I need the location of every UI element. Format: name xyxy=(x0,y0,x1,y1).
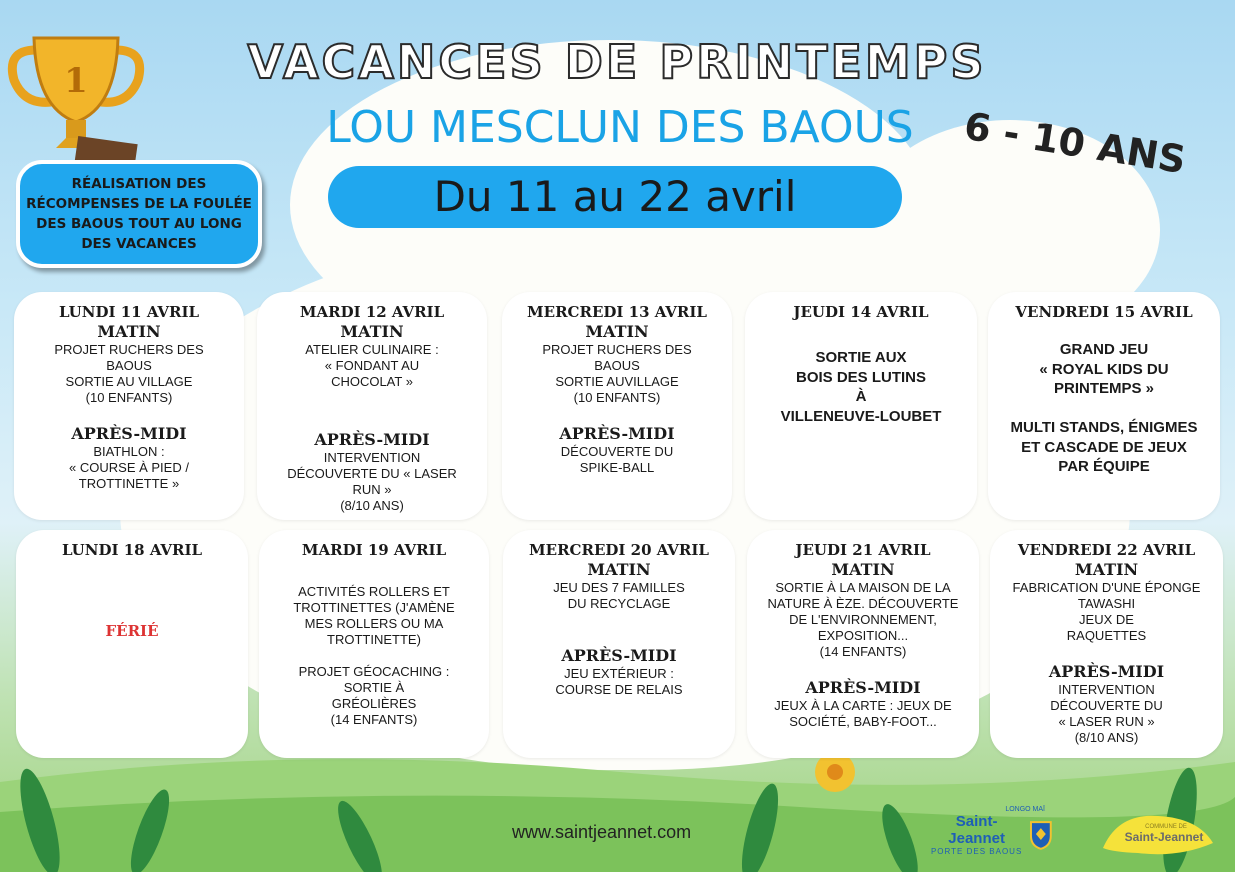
day-title: MERCREDI 20 AVRIL xyxy=(529,541,709,559)
day-title: VENDREDI 22 AVRIL xyxy=(1017,541,1196,559)
svg-text:COMMUNE DE: COMMUNE DE xyxy=(1145,824,1187,830)
page-subtitle: LOU MESCLUN DES BAOUS xyxy=(326,102,914,153)
page-title: VACANCES DE PRINTEMPS xyxy=(247,35,987,89)
day-card-lundi-18 xyxy=(16,530,248,758)
apres-midi-label: APRÈS-MIDI xyxy=(805,678,921,697)
apres-midi-label: APRÈS-MIDI xyxy=(559,424,675,443)
day-card-jeudi-21 xyxy=(747,530,979,758)
day-card-mardi-12 xyxy=(257,292,487,520)
date-range-banner: Du 11 au 22 avril xyxy=(328,166,902,228)
logo-tagline: PORTE DES BAOUS xyxy=(930,847,1023,856)
matin-activity: FABRICATION D'UNE ÉPONGE TAWASHI JEUX DE RAQUETTES xyxy=(1012,580,1201,643)
matin-activity: JEU DES 7 FAMILLES DU RECYCLAGE xyxy=(553,580,685,611)
day-title: JEUDI 14 AVRIL xyxy=(793,303,929,321)
age-range: 6 - 10 ANS xyxy=(961,103,1189,183)
day-title: MARDI 12 AVRIL xyxy=(299,303,445,321)
apres-midi-activity: JEU EXTÉRIEUR : COURSE DE RELAIS xyxy=(555,666,683,697)
apres-midi-activity: DÉCOUVERTE DU SPIKE-BALL xyxy=(560,444,674,475)
day-card-vendredi-15 xyxy=(988,292,1220,520)
day-title: MARDI 19 AVRIL xyxy=(301,541,447,559)
day-card-jeudi-14 xyxy=(745,292,977,520)
trophy-icon xyxy=(6,30,146,170)
matin-activity: ACTIVITÉS ROLLERS ET TROTTINETTES (J'AMÈNE MES ROLLERS OU MA TROTTINETTE) xyxy=(293,584,455,647)
matin-activity: PROJET RUCHERS DES BAOUS SORTIE AU VILLAGE (10 ENFANTS) xyxy=(54,342,204,405)
day-title: LUNDI 18 AVRIL xyxy=(61,541,203,559)
day-activity: SORTIE AUX BOIS DES LUTINS À VILLENEUVE-LOUBET xyxy=(780,349,942,425)
matin-label: MATIN xyxy=(340,322,404,341)
ferie-label: FÉRIÉ xyxy=(105,622,159,640)
matin-label: MATIN xyxy=(97,322,161,341)
apres-midi-activity: JEUX À LA CARTE : JEUX DE SOCIÉTÉ, BABY-FOOT... xyxy=(774,698,952,729)
day-title: VENDREDI 15 AVRIL xyxy=(1015,303,1193,321)
matin-label: MATIN xyxy=(831,560,895,579)
award-note: RÉALISATION DES RÉCOMPENSES DE LA FOULÉE DES BAOUS TOUT AU LONG DES VACANCES xyxy=(16,160,262,268)
apres-midi-activity: BIATHLON : « COURSE À PIED / TROTTINETTE » xyxy=(69,444,189,491)
saint-jeannet-logo xyxy=(928,806,1053,856)
matin-activity: ATELIER CULINAIRE : « FONDANT AU CHOCOLAT » xyxy=(305,342,439,389)
day-title: JEUDI 21 AVRIL xyxy=(795,541,931,559)
apres-midi-activity: INTERVENTION DÉCOUVERTE DU « LASER RUN » (8/10 ANS) xyxy=(1050,682,1163,745)
day-card-vendredi-22 xyxy=(990,530,1223,758)
matin-label: MATIN xyxy=(585,322,649,341)
day-title: LUNDI 11 AVRIL xyxy=(58,303,200,321)
day-activity: GRAND JEU « ROYAL KIDS DU PRINTEMPS » MULTI STANDS, ÉNIGMES ET CASCADE DE JEUX PAR ÉQUIPE xyxy=(1010,341,1198,475)
commune-logo xyxy=(1098,808,1218,858)
apres-midi-label: APRÈS-MIDI xyxy=(561,646,677,665)
day-card-mercredi-13 xyxy=(502,292,732,520)
svg-text:1: 1 xyxy=(64,61,88,101)
apres-midi-activity: INTERVENTION DÉCOUVERTE DU « LASER RUN » (8/10 ANS) xyxy=(287,450,457,513)
logo-name: Saint-Jeannet xyxy=(948,813,1005,847)
matin-label: MATIN xyxy=(1074,560,1139,579)
day-card-mardi-19 xyxy=(259,530,489,758)
matin-activity: PROJET RUCHERS DES BAOUS SORTIE AUVILLAGE (10 ENFANTS) xyxy=(542,342,692,405)
matin-label: MATIN xyxy=(587,560,651,579)
day-card-mercredi-20 xyxy=(503,530,735,758)
apres-midi-label: APRÈS-MIDI xyxy=(314,430,430,449)
website-link[interactable]: www.saintjeannet.com xyxy=(512,822,692,842)
apres-midi-label: APRÈS-MIDI xyxy=(1048,662,1165,681)
matin-activity: SORTIE À LA MAISON DE LA NATURE À ÈZE. DÉCOUVERTE DE L'ENVIRONNEMENT, EXPOSITION... (14 ENFANTS) xyxy=(767,580,959,659)
svg-text:Saint-Jeannet: Saint-Jeannet xyxy=(1124,830,1204,844)
sun-logo-icon xyxy=(1098,808,1218,858)
day-card-lundi-11 xyxy=(14,292,244,520)
apres-midi-activity: PROJET GÉOCACHING : SORTIE À GRÉOLIÈRES (14 ENFANTS) xyxy=(298,664,450,727)
coat-of-arms-icon xyxy=(1029,820,1053,850)
day-title: MERCREDI 13 AVRIL xyxy=(527,303,707,321)
logo-motto: LONGO MAÏ xyxy=(1005,806,1045,813)
apres-midi-label: APRÈS-MIDI xyxy=(71,424,187,443)
